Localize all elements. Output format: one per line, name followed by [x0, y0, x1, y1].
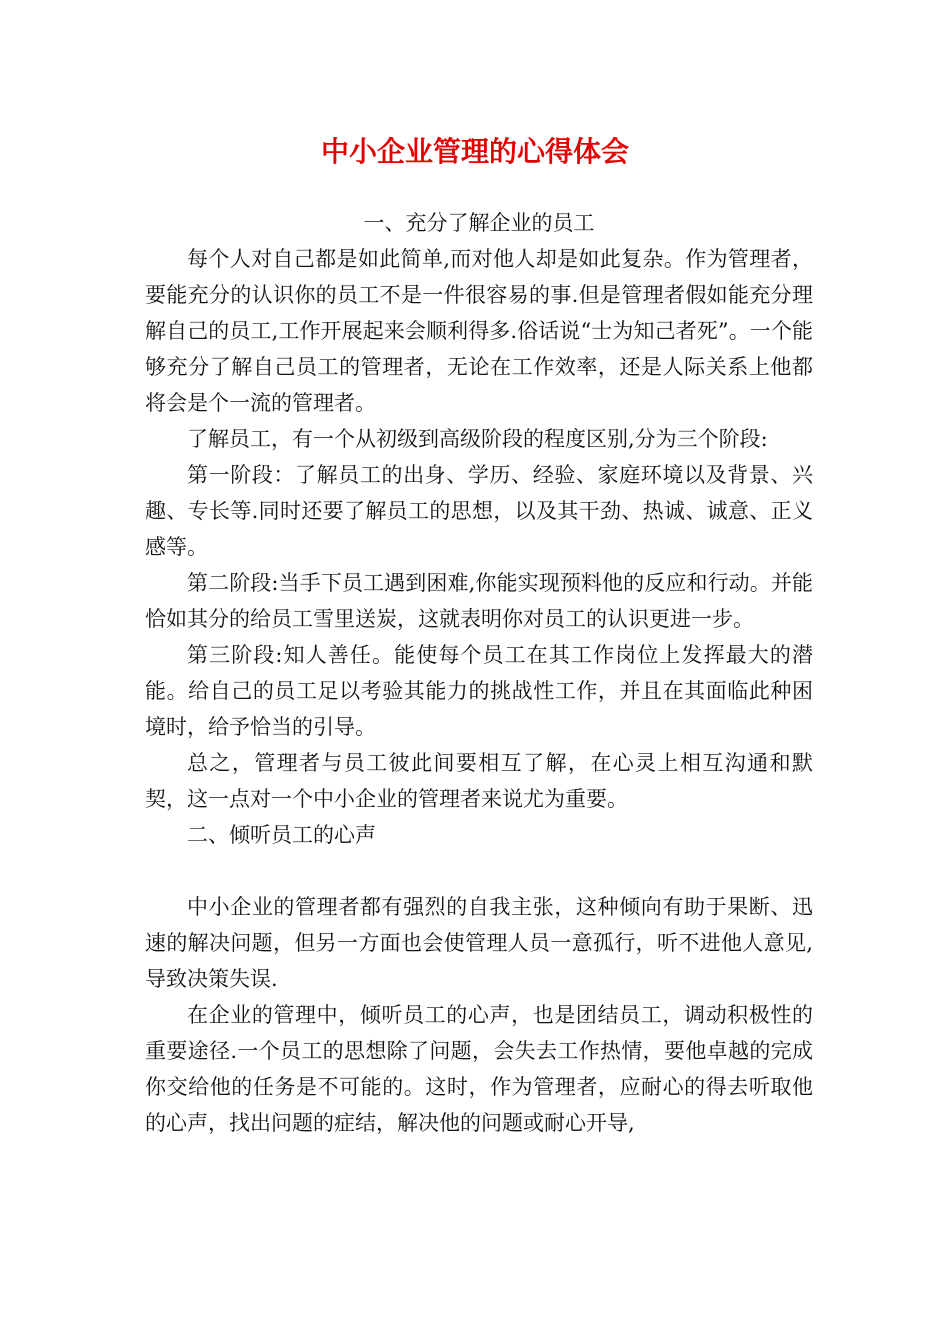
section-2-paragraph-2: 在企业的管理中，倾听员工的心声，也是团结员工，调动积极性的重要途径.一个员工的思想除了问题，会失去工作热情，要他卓越的完成你交给他的任务是不可能的。这时，作为管理者，应耐心的得去听取他的心声，找出问题的症结，解决他的问题或耐心开导, — [145, 1003, 813, 1135]
section-1-paragraph-6: 总之，管理者与员工彼此间要相互了解，在心灵上相互沟通和默契，这一点对一个中小企业的管理者来说尤为重要。 — [145, 751, 813, 811]
document-body — [145, 205, 813, 1141]
section-2-heading: 二、倾听员工的心声 — [187, 823, 376, 847]
section-2-paragraph-1: 中小企业的管理者都有强烈的自我主张，这种倾向有助于果断、迅速的解决问题，但另一方面也会使管理人员一意孤行，听不进他人意见,导致决策失误. — [145, 895, 813, 991]
section-1-paragraph-5: 第三阶段:知人善任。能使每个员工在其工作岗位上发挥最大的潜能。给自己的员工足以考验其能力的挑战性工作，并且在其面临此种困境时，给予恰当的引导。 — [145, 643, 813, 739]
section-1-paragraph-4: 第二阶段:当手下员工遇到困难,你能实现预料他的反应和行动。并能恰如其分的给员工雪里送炭，这就表明你对员工的认识更进一步。 — [145, 571, 813, 631]
document-title: 中小企业管理的心得体会 — [320, 135, 629, 168]
section-1-paragraph-1: 每个人对自己都是如此简单,而对他人却是如此复杂。作为管理者，要能充分的认识你的员工不是一件很容易的事.但是管理者假如能充分理解自己的员工,工作开展起来会顺利得多.俗话说“士为知己者死”。一个能够充分了解自己员工的管理者，无论在工作效率，还是人际关系上他都将会是个一流的管理者。 — [145, 247, 813, 415]
section-1-heading: 一、充分了解企业的员工 — [363, 211, 595, 235]
section-spacer — [145, 853, 813, 889]
section-1-paragraph-3: 第一阶段：了解员工的出身、学历、经验、家庭环境以及背景、兴趣、专长等.同时还要了解员工的思想，以及其干劲、热诚、诚意、正义感等。 — [145, 463, 813, 559]
section-1-paragraph-2: 了解员工，有一个从初级到高级阶段的程度区别,分为三个阶段: — [187, 427, 768, 451]
